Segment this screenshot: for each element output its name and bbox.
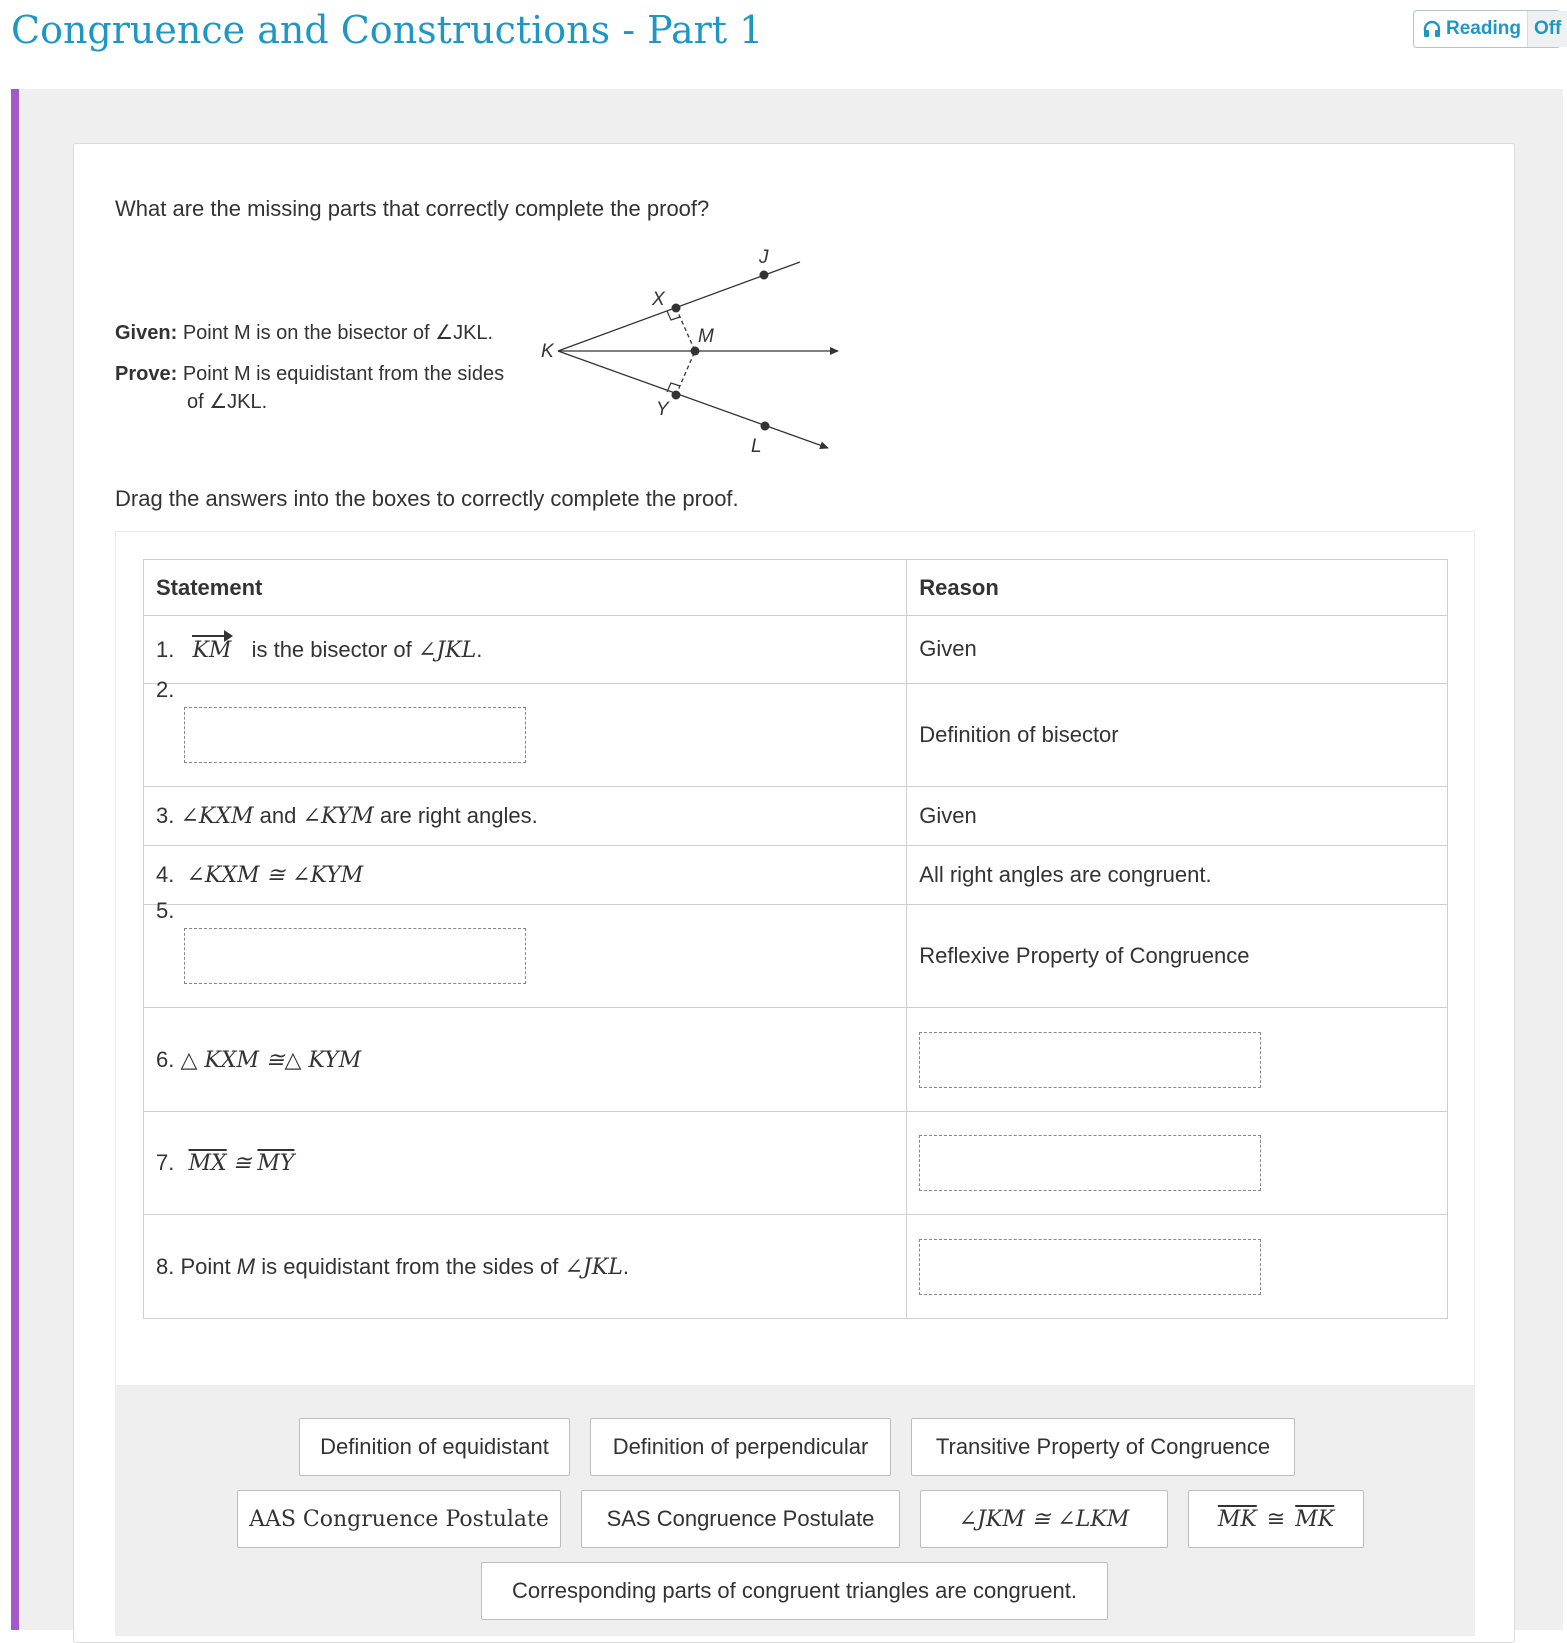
row-number: 1.: [156, 636, 175, 662]
statement-text: is the bisector of: [251, 636, 412, 662]
point-y: [672, 391, 681, 400]
reading-toggle-button[interactable]: [1413, 10, 1561, 48]
reason-cell: Given: [907, 787, 1448, 846]
congruent-symbol: ≅: [1266, 1506, 1286, 1532]
prove-label: Prove:: [115, 363, 178, 385]
label-m: M: [698, 326, 714, 347]
label-j: J: [759, 247, 769, 268]
row-number: 5.: [156, 898, 175, 923]
statement-cell: [144, 677, 907, 787]
statement-math: ∠KYM: [302, 804, 374, 829]
reason-cell: Definition of bisector: [907, 684, 1448, 787]
reading-toggle-left: [1414, 11, 1527, 47]
reason-cell: Reflexive Property of Congruence: [907, 905, 1448, 1008]
proof-row-7: [144, 1112, 1448, 1215]
reason-drop-zone-6[interactable]: [919, 1032, 1261, 1088]
accent-bar: [11, 89, 19, 1630]
reading-label: Reading: [1446, 18, 1521, 39]
statement-math: ∠KXM ≅ ∠KYM: [186, 863, 364, 888]
answer-tile[interactable]: [1188, 1490, 1364, 1548]
given-text: Point M is on the bisector of ∠JKL.: [182, 322, 494, 344]
row-number: 6.: [156, 1046, 175, 1072]
answer-tile[interactable]: SAS Congruence Postulate: [581, 1490, 900, 1548]
statement-cell: [144, 846, 907, 905]
statement-math: ∠KXM: [180, 804, 254, 829]
answer-bank: [115, 1386, 1475, 1636]
statement-cell: [144, 616, 907, 684]
row-number: 2.: [156, 677, 175, 702]
statement-text: and: [259, 803, 297, 828]
segment-ym: [676, 351, 695, 395]
question-prompt: What are the missing parts that correctly complete the proof?: [115, 196, 710, 221]
given-statement: [115, 320, 493, 345]
given-label: Given:: [115, 322, 178, 344]
proof-row-1: [144, 616, 1448, 684]
ray-kl: [558, 351, 828, 448]
segment-my: $\overline{MY}$: [257, 1151, 295, 1176]
label-l: L: [751, 436, 762, 457]
statement-text: is equidistant from the sides of: [261, 1253, 559, 1279]
reason-cell: Given: [907, 616, 1448, 684]
row-number: 4.: [156, 862, 175, 887]
statement-period: .: [476, 636, 483, 662]
label-k: K: [541, 341, 554, 362]
point-m-italic: M: [236, 1253, 256, 1279]
reason-cell: [907, 1215, 1448, 1319]
reason-drop-zone-8[interactable]: [919, 1239, 1261, 1295]
answer-tile[interactable]: ∠JKM ≅ ∠LKM: [920, 1490, 1168, 1548]
right-angle-mark-x: [667, 311, 680, 320]
proof-row-2: [144, 684, 1448, 787]
row-number: 8.: [156, 1253, 175, 1279]
proof-row-8: [144, 1215, 1448, 1319]
reason-cell: All right angles are congruent.: [907, 846, 1448, 905]
segment-xm: [676, 308, 695, 351]
reason-cell: [907, 1112, 1448, 1215]
answer-tile[interactable]: Corresponding parts of congruent triangles are congruent.: [481, 1562, 1108, 1620]
headphones-icon: [1422, 19, 1442, 39]
ray-km-symbol: KM: [192, 637, 232, 663]
point-x: [672, 304, 681, 313]
segment-mx: $\overline{MX}$: [188, 1151, 227, 1176]
answer-tile[interactable]: Definition of perpendicular: [590, 1418, 891, 1476]
segment-mk: $\overline{MK}$: [1295, 1506, 1335, 1532]
reason-cell: [907, 1008, 1448, 1112]
statement-period: .: [622, 1253, 629, 1279]
statement-text: are right angles.: [379, 803, 538, 828]
statement-drop-zone-5[interactable]: [184, 928, 526, 984]
point-j: [760, 271, 769, 280]
table-header-row: [144, 560, 1448, 616]
statement-math: △ KXM ≅△ KYM: [180, 1047, 362, 1073]
prove-text-1: Point M is equidistant from the sides: [182, 363, 505, 385]
instructions: Drag the answers into the boxes to correctly complete the proof.: [115, 486, 739, 511]
proof-row-3: [144, 787, 1448, 846]
statement-cell: [144, 787, 907, 846]
congruent-symbol: ≅: [232, 1151, 252, 1176]
answer-tile[interactable]: Transitive Property of Congruence: [911, 1418, 1295, 1476]
label-y: Y: [656, 399, 669, 420]
row-number: 7.: [156, 1150, 175, 1175]
answer-tile[interactable]: Definition of equidistant: [299, 1418, 570, 1476]
angle-bisector-diagram: [541, 244, 848, 459]
answer-tile[interactable]: AAS Congruence Postulate: [237, 1490, 561, 1548]
point-l: [761, 422, 770, 431]
prove-text-2: of ∠JKL.: [187, 391, 268, 413]
statement-text: Point: [180, 1253, 231, 1279]
proof-table: [143, 559, 1448, 1319]
label-x: X: [652, 289, 665, 310]
statement-cell: [144, 1112, 907, 1215]
proof-row-5: [144, 905, 1448, 1008]
proof-row-6: [144, 1008, 1448, 1112]
statement-cell: [144, 1008, 907, 1112]
page-title: Congruence and Constructions - Part 1: [11, 8, 764, 52]
segment-mk: $\overline{MK}$: [1217, 1506, 1257, 1532]
statement-header: Statement: [144, 560, 907, 616]
statement-drop-zone-2[interactable]: [184, 707, 526, 763]
statement-cell: [144, 1215, 907, 1319]
statement-cell: [144, 898, 907, 1008]
reading-state: Off: [1527, 11, 1567, 47]
row-number: 3.: [156, 803, 175, 828]
proof-row-4: [144, 846, 1448, 905]
statement-math: ∠JKL: [417, 637, 477, 663]
prove-statement: [115, 360, 504, 416]
reason-drop-zone-7[interactable]: [919, 1135, 1261, 1191]
reason-header: Reason: [907, 560, 1448, 616]
point-m: [691, 347, 700, 356]
statement-math: ∠JKL: [564, 1254, 623, 1280]
